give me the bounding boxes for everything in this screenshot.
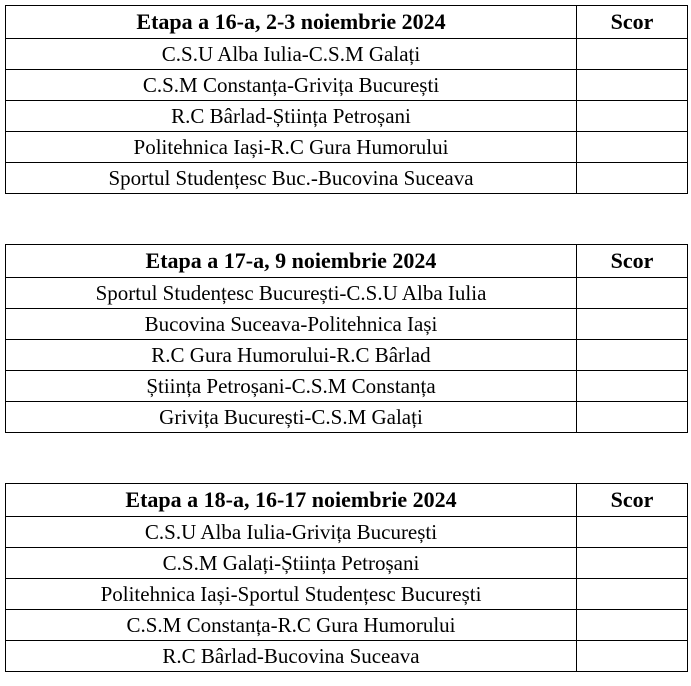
table-row (6, 70, 688, 101)
score-cell (577, 101, 688, 132)
table-row (6, 402, 688, 433)
fixture-cell: C.S.M Galați-Știința Petroșani (6, 548, 577, 579)
fixture-cell: Sportul Studențesc Buc.-Bucovina Suceava (6, 163, 577, 194)
table-row (6, 641, 688, 672)
score-cell (577, 579, 688, 610)
score-column-header: Scor (577, 484, 688, 517)
score-cell (577, 163, 688, 194)
round-title: Etapa a 16-a, 2-3 noiembrie 2024 (6, 6, 577, 39)
score-cell (577, 70, 688, 101)
score-cell (577, 278, 688, 309)
score-cell (577, 309, 688, 340)
round-title: Etapa a 17-a, 9 noiembrie 2024 (6, 245, 577, 278)
fixture-cell: Știința Petroșani-C.S.M Constanța (6, 371, 577, 402)
fixture-cell: R.C Bârlad-Știința Petroșani (6, 101, 577, 132)
fixture-cell: Sportul Studențesc București-C.S.U Alba Iulia (6, 278, 577, 309)
round-18-table (5, 483, 688, 672)
table-row (6, 101, 688, 132)
round-16-table (5, 5, 688, 194)
fixture-cell: Grivița București-C.S.M Galați (6, 402, 577, 433)
score-cell (577, 402, 688, 433)
score-column-header: Scor (577, 245, 688, 278)
table-header-row (6, 6, 688, 39)
score-column-header: Scor (577, 6, 688, 39)
fixture-cell: C.S.U Alba Iulia-Grivița București (6, 517, 577, 548)
fixture-cell: R.C Gura Humorului-R.C Bârlad (6, 340, 577, 371)
score-cell (577, 641, 688, 672)
table-row (6, 548, 688, 579)
table-row (6, 309, 688, 340)
table-header-row (6, 484, 688, 517)
fixture-cell: C.S.U Alba Iulia-C.S.M Galați (6, 39, 577, 70)
fixture-cell: C.S.M Constanța-R.C Gura Humorului (6, 610, 577, 641)
table-row (6, 39, 688, 70)
round-17-table (5, 244, 688, 433)
score-cell (577, 610, 688, 641)
table-header-row (6, 245, 688, 278)
round-title: Etapa a 18-a, 16-17 noiembrie 2024 (6, 484, 577, 517)
score-cell (577, 548, 688, 579)
table-row (6, 340, 688, 371)
fixture-cell: R.C Bârlad-Bucovina Suceava (6, 641, 577, 672)
score-cell (577, 517, 688, 548)
fixture-cell: C.S.M Constanța-Grivița București (6, 70, 577, 101)
table-row (6, 517, 688, 548)
table-row (6, 371, 688, 402)
table-row (6, 132, 688, 163)
score-cell (577, 39, 688, 70)
fixture-cell: Bucovina Suceava-Politehnica Iași (6, 309, 577, 340)
fixture-cell: Politehnica Iași-Sportul Studențesc București (6, 579, 577, 610)
table-row (6, 579, 688, 610)
score-cell (577, 132, 688, 163)
score-cell (577, 340, 688, 371)
table-row (6, 610, 688, 641)
score-cell (577, 371, 688, 402)
table-row (6, 278, 688, 309)
table-row (6, 163, 688, 194)
fixture-cell: Politehnica Iași-R.C Gura Humorului (6, 132, 577, 163)
